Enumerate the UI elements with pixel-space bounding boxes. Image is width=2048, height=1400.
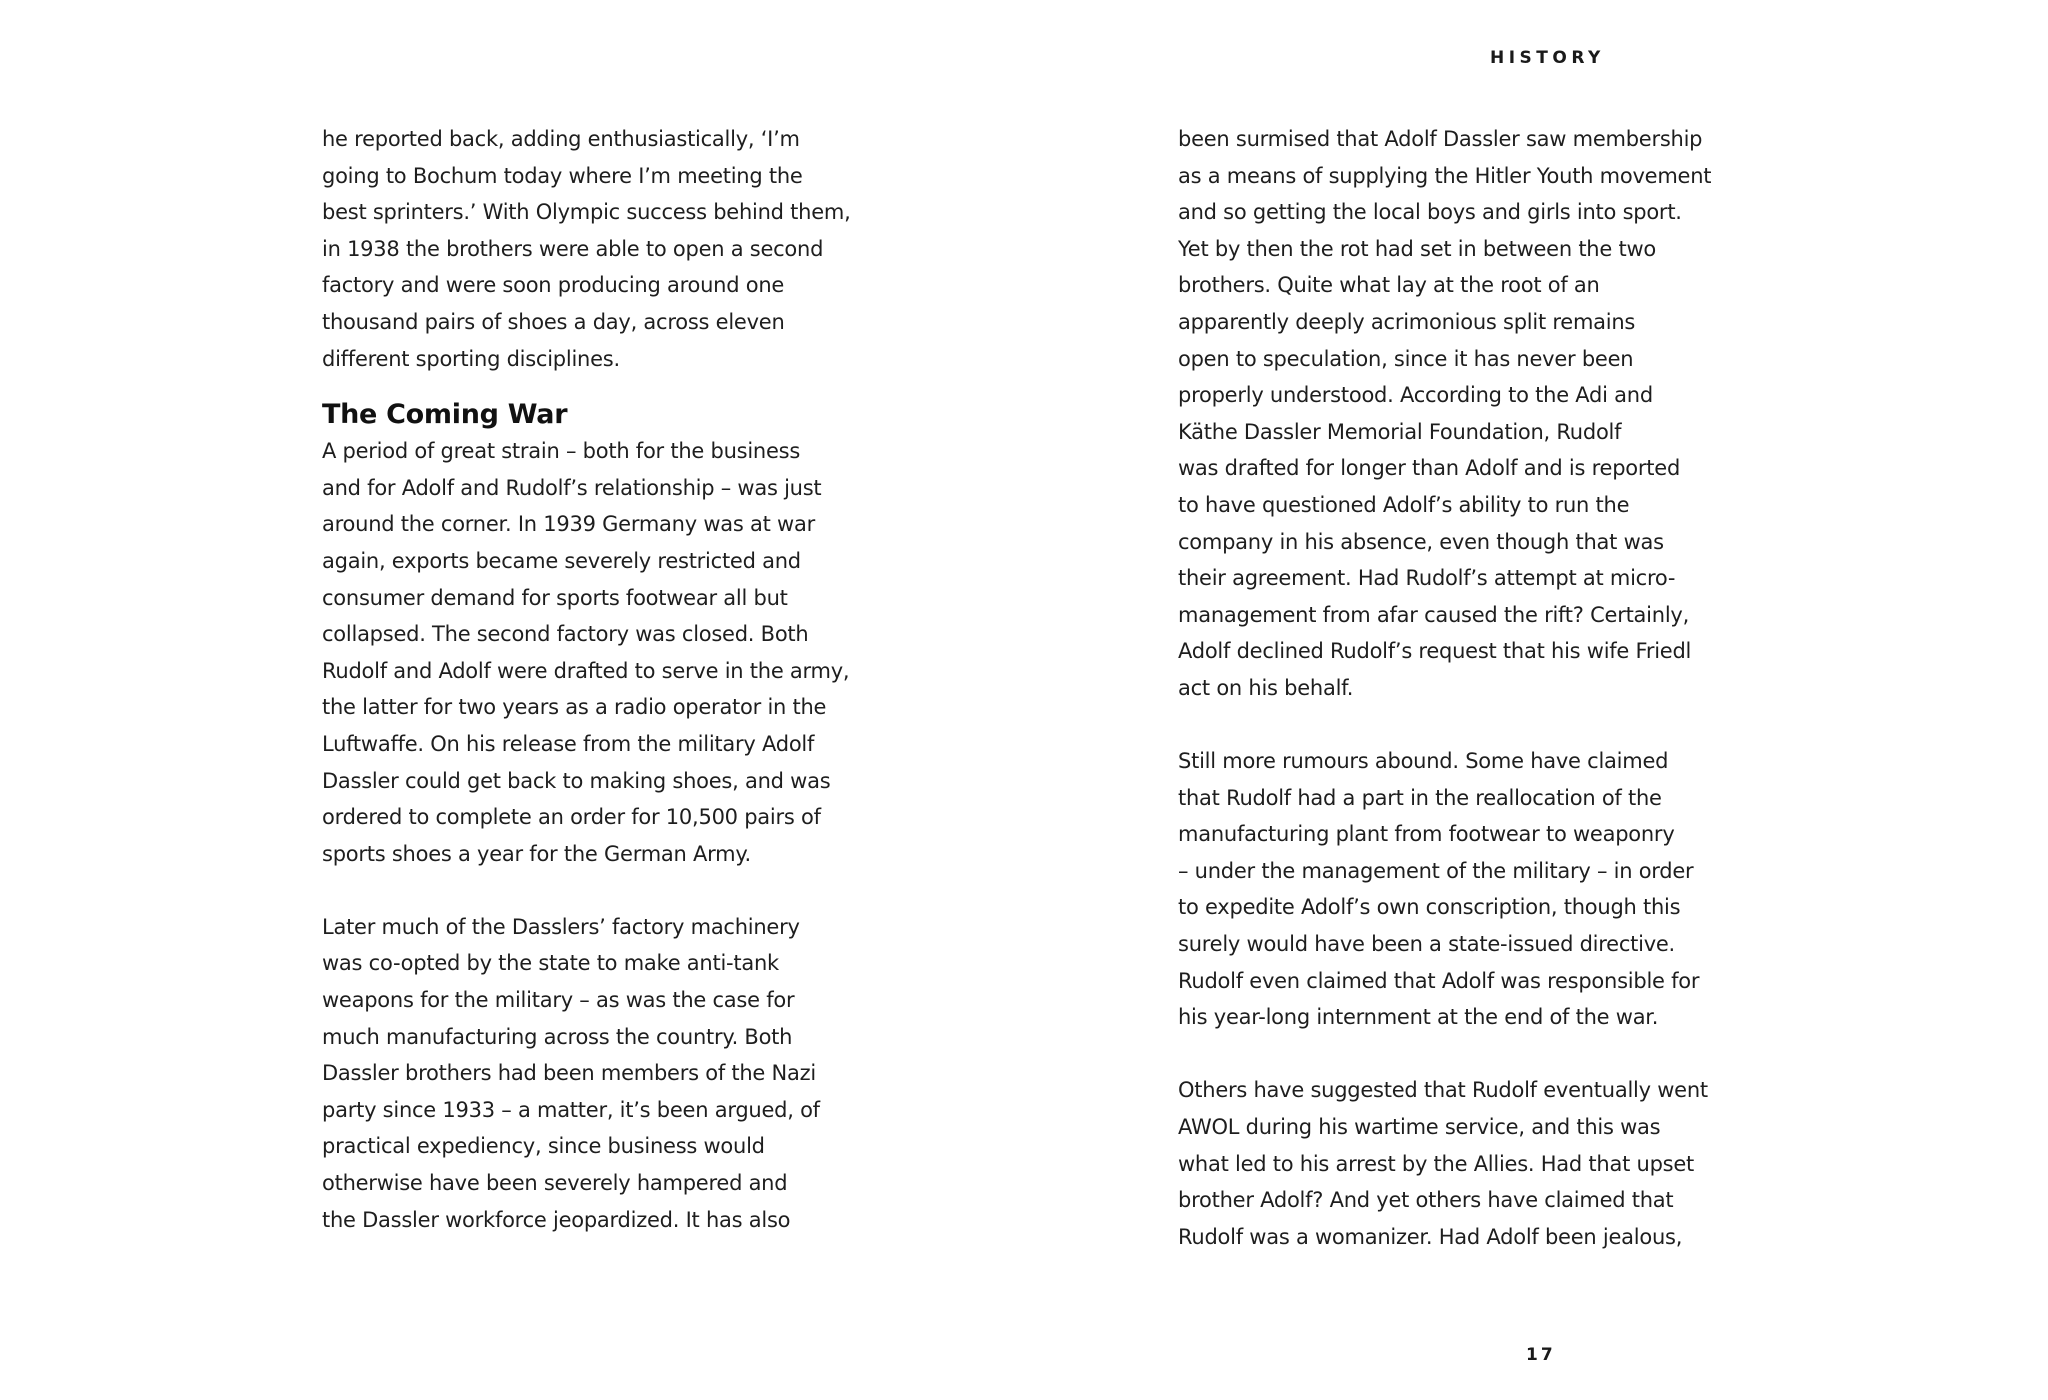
text-line: was co-opted by the state to make anti-tank [322,951,779,976]
text-line: brother Adolf? And yet others have claimed that [1178,1188,1674,1213]
text-line: Luftwaffe. On his release from the military Adolf [322,731,815,756]
text-line: Yet by then the rot had set in between the two [1178,236,1656,261]
right-column [1178,121,1711,1255]
text-line: company in his absence, even though that was [1178,529,1664,554]
text-line: and for Adolf and Rudolf’s relationship – was just [322,475,822,500]
text-line: collapsed. The second factory was closed. Both [322,622,809,647]
text-line: Adolf declined Rudolf’s request that his wife Friedl [1178,639,1692,664]
text-line: Rudolf was a womanizer. Had Adolf been jealous, [1178,1224,1683,1249]
page-number: 17 [1526,1345,1556,1365]
text-line: A period of great strain – both for the business [322,439,801,464]
text-line: much manufacturing across the country. Both [322,1024,793,1049]
text-line: otherwise have been severely hampered and [322,1171,788,1196]
text-line: again, exports became severely restricted and [322,548,801,573]
text-line: was drafted for longer than Adolf and is reported [1178,456,1681,481]
text-line: Dassler brothers had been members of the Nazi [322,1061,816,1086]
text-line: management from afar caused the rift? Certainly, [1178,602,1690,627]
paragraph [1178,743,1711,1036]
text-line: his year-long internment at the end of the war. [1178,1005,1659,1030]
text-line: in 1938 the brothers were able to open a second [322,236,824,261]
text-line: Still more rumours abound. Some have claimed [1178,749,1669,774]
text-line: party since 1933 – a matter, it’s been argued, of [322,1097,820,1122]
text-line: and so getting the local boys and girls into sport. [1178,200,1682,225]
text-line: – under the management of the military – in order [1178,858,1694,883]
left-column [322,121,851,1238]
paragraph [322,121,851,377]
text-line: consumer demand for sports footwear all but [322,585,788,610]
text-line: ordered to complete an order for 10,500 pairs of [322,805,821,830]
text-line: been surmised that Adolf Dassler saw membership [1178,127,1703,151]
paragraph [1178,1072,1711,1255]
text-line: surely would have been a state-issued directive. [1178,932,1675,957]
text-line: factory and were soon producing around one [322,273,785,298]
text-line: the latter for two years as a radio operator in the [322,695,827,720]
text-line: he reported back, adding enthusiastically, ‘I’m [322,127,800,151]
text-line: Dassler could get back to making shoes, and was [322,768,831,793]
text-line: open to speculation, since it has never been [1178,346,1634,371]
text-line: Others have suggested that Rudolf eventually went [1178,1078,1708,1103]
text-line: Later much of the Dasslers’ factory machinery [322,914,800,939]
text-line: to expedite Adolf’s own conscription, though this [1178,895,1681,920]
text-line: Käthe Dassler Memorial Foundation, Rudolf [1178,419,1622,444]
text-line: to have questioned Adolf’s ability to run the [1178,492,1630,517]
running-head: HISTORY [1490,48,1605,68]
text-line: what led to his arrest by the Allies. Had that upset [1178,1151,1694,1176]
text-line: Rudolf even claimed that Adolf was responsible for [1178,968,1700,993]
text-line: sports shoes a year for the German Army. [322,841,751,866]
section-heading: The Coming War [322,399,568,431]
text-line: thousand pairs of shoes a day, across eleven [322,309,785,334]
text-line: their agreement. Had Rudolf’s attempt at micro- [1178,566,1676,591]
text-line: act on his behalf. [1178,675,1354,700]
text-line: as a means of supplying the Hitler Youth movement [1178,163,1712,188]
text-line: that Rudolf had a part in the reallocation of the [1178,785,1662,810]
text-line: weapons for the military – as was the case for [322,988,795,1013]
text-line: practical expediency, since business would [322,1134,765,1159]
text-line: going to Bochum today where I’m meeting the [322,163,803,188]
text-line: Rudolf and Adolf were drafted to serve in the army, [322,658,850,683]
text-line: manufacturing plant from footwear to weaponry [1178,822,1675,847]
text-line: best sprinters.’ With Olympic success behind them, [322,200,851,225]
paragraph [322,433,851,872]
paragraph [322,909,851,1238]
text-line: brothers. Quite what lay at the root of an [1178,273,1600,298]
text-line: AWOL during his wartime service, and this was [1178,1115,1661,1140]
text-line: apparently deeply acrimonious split remains [1178,309,1636,334]
text-line: the Dassler workforce jeopardized. It has also [322,1207,791,1232]
text-line: around the corner. In 1939 Germany was at war [322,512,815,537]
paragraph [1178,121,1711,707]
text-line: different sporting disciplines. [322,346,620,371]
text-line: properly understood. According to the Adi and [1178,383,1653,408]
